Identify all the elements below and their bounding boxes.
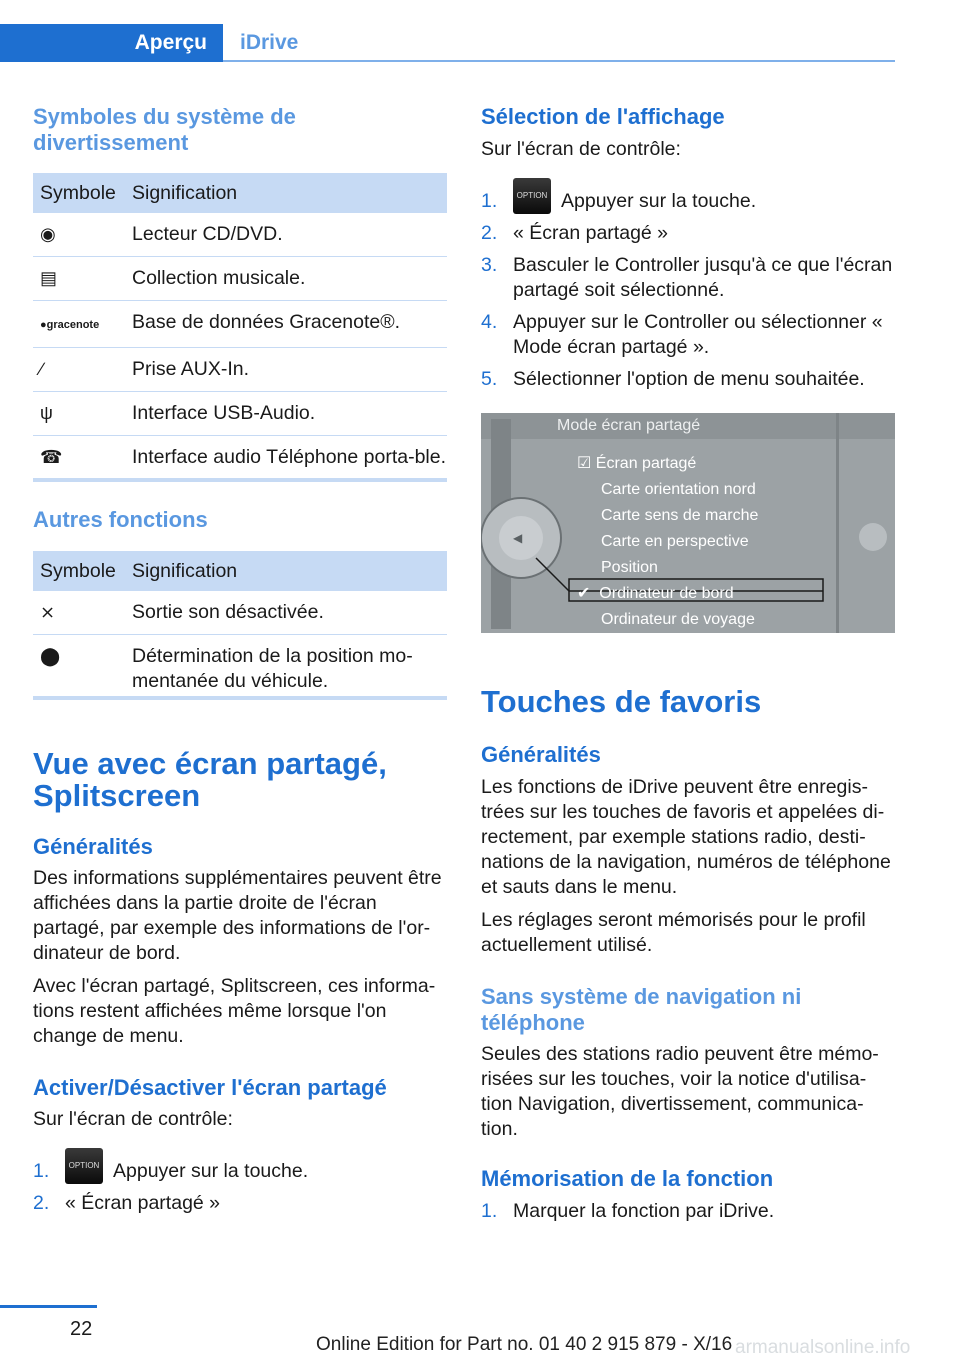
table-row [33,591,447,635]
memorisation-heading: Mémorisation de la fonction [481,1166,774,1191]
idrive-screen-image [481,413,895,633]
cd-dvd-icon: ◉ [40,224,56,244]
selection-intro: Sur l'écran de contrôle: [481,138,681,160]
step-text: Appuyer sur le Controller ou sélectionner « Mode écran partagé ». [513,311,883,358]
no-nav-heading: Sans système de navigation ni téléphone [481,984,802,1035]
no-nav-paragraph: Seules des stations radio peuvent être mémo-risées sur les touches, voir la notice d'utilisa-tion Navigation, divertissement, communica-tion. [481,1043,879,1140]
fav-generalites-heading: Généralités [481,742,601,767]
list-item [481,221,895,246]
menu-item-carte-perspective[interactable]: Carte en perspective [601,533,749,550]
menu-item-ecran-partage[interactable] [577,451,758,477]
list-item [481,1199,895,1224]
other-functions-table [33,551,447,703]
row-text: Lecteur CD/DVD. [125,213,447,257]
table-row [33,257,447,301]
favorites-title: Touches de favoris [481,684,762,719]
step-number: 1. [33,1160,50,1182]
generalites-p1: Des informations supplémentaires peuvent être affichées dans la partie droite de l'écran partagé, par exemple des informations de l'or-dinateur de bord. [33,867,442,964]
list-item [481,178,895,214]
mute-icon: ⨯ [40,602,56,622]
table-header-symbol: Symbole [33,173,125,213]
step-text: Appuyer sur la touche. [113,1160,309,1182]
step-text: « Écran partagé » [513,222,669,244]
table-row [33,348,447,392]
checkbox-checked-icon: ☑ [577,455,592,472]
table-row [33,436,447,480]
usb-icon: ψ [40,403,53,423]
step-number: 4. [481,311,498,333]
step-number: 3. [481,254,498,276]
splitscreen-title: Vue avec écran partagé, Splitscreen [33,746,387,813]
menu-item-position[interactable]: Position [601,559,658,576]
compass-icon: ⬤ [40,646,61,666]
fav-p1: Les fonctions de iDrive peuvent être enregis-trées sur les touches de favoris et appelées di-rectement, par exemple stations radio, desti-nations de la navigation, numéros de téléphone et sauts dans le menu. [481,776,891,898]
step-text: Basculer le Controller jusqu'à ce que l'écran partagé soit sélectionné. [513,254,893,301]
screen-title: Mode écran partagé [557,417,701,434]
generalites-heading: Généralités [33,834,153,859]
row-text: Interface USB-Audio. [125,392,447,436]
menu-item-label: Écran partagé [595,455,697,472]
table-row [33,392,447,436]
menu-item-label: Ordinateur de bord [599,585,734,602]
edition-text: Online Edition for Part no. 01 40 2 915 879 - X/16 [316,1334,733,1355]
aux-in-icon: ∕ [40,359,44,379]
row-text: Sortie son désactivée. [125,591,447,635]
list-item [481,310,895,360]
generalites-p2: Avec l'écran partagé, Splitscreen, ces informa-tions restent affichées même lorsque l'on change de menu. [33,975,436,1047]
table-end-rule [33,478,447,482]
fav-p2: Les réglages seront mémorisés pour le profil actuellement utilisé. [481,909,866,956]
step-number: 1. [481,1200,498,1222]
step-text: « Écran partagé » [65,1192,221,1214]
table-header-meaning: Signification [125,173,447,213]
table-row [33,301,447,348]
list-item [481,367,895,392]
memorisation-steps [481,1199,895,1231]
row-text: Prise AUX-In. [125,348,447,392]
table-row [33,213,447,257]
table-end-rule [33,696,447,700]
list-item [33,1191,447,1216]
selection-heading: Sélection de l'affichage [481,104,725,129]
table-row [33,635,447,704]
tab-idrive[interactable]: iDrive [240,31,299,54]
list-item [33,1148,447,1184]
step-number: 1. [481,190,498,212]
gracenote-icon: ●gracenote [40,319,100,331]
step-text: Sélectionner l'option de menu souhaitée. [513,368,865,390]
row-text: Collection musicale. [125,257,447,301]
screen-menu [577,451,758,633]
tab-apercu[interactable]: Aperçu [0,24,223,62]
table-header-meaning: Signification [125,551,447,591]
watermark-text: armanualsonline.info [735,1337,911,1358]
menu-item-carte-sens[interactable]: Carte sens de marche [601,507,759,524]
footer-rule [0,1305,97,1308]
option-button-icon: OPTION [65,1148,103,1184]
activate-heading: Activer/Désactiver l'écran partagé [33,1075,387,1100]
header-divider [223,60,895,62]
option-button-icon: OPTION [513,178,551,214]
other-functions-heading: Autres fonctions [33,507,208,532]
activate-steps [33,1148,447,1223]
symbols-heading: Symboles du système de divertissement [33,104,296,155]
symbols-table [33,173,447,479]
step-text: Marquer la fonction par iDrive. [513,1200,775,1222]
step-text: Appuyer sur la touche. [561,190,757,212]
music-collection-icon: ▤ [40,268,58,288]
menu-item-ordinateur-voyage[interactable]: Ordinateur de voyage [601,611,755,628]
step-number: 2. [481,222,498,244]
activate-intro: Sur l'écran de contrôle: [33,1108,233,1130]
table-header-symbol: Symbole [33,551,125,591]
page-number: 22 [70,1318,93,1340]
svg-text:◀: ◀ [513,531,523,545]
menu-item-ordinateur-bord[interactable] [577,581,758,607]
selection-steps [481,178,895,399]
check-icon: ✔ [577,585,591,602]
phone-audio-icon: ☎ [40,447,63,467]
row-text: Interface audio Téléphone porta-ble. [132,446,447,468]
step-number: 5. [481,368,498,390]
row-text: Détermination de la position mo-mentanée du véhicule. [132,645,413,692]
step-number: 2. [33,1192,50,1214]
list-item [481,253,895,303]
menu-item-carte-nord[interactable]: Carte orientation nord [601,481,756,498]
row-text: Base de données Gracenote®. [125,301,447,348]
